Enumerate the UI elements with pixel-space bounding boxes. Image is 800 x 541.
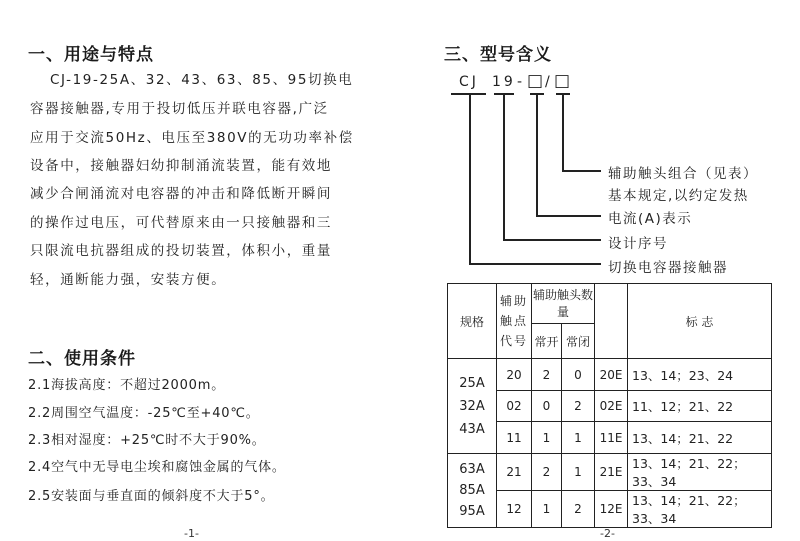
- section2-title: 二、使用条件: [28, 349, 136, 369]
- section3-title: 三、型号含义: [444, 45, 552, 65]
- table-row: [448, 422, 772, 454]
- model-series: 19: [492, 74, 516, 90]
- mark-cell: 13、14；21、22；33、34: [628, 454, 772, 491]
- condition-item: 2.1海拔高度：不超过2000m。: [28, 378, 226, 393]
- nc-cell: 1: [562, 454, 595, 491]
- label-basic-rule: 基本规定,以约定发热: [608, 188, 749, 204]
- ecode-cell: 20E: [595, 359, 628, 391]
- label-design-no: 设计序号: [608, 236, 668, 252]
- condition-item: 2.3相对湿度：+25℃时不大于90%。: [28, 433, 266, 448]
- no-cell: 0: [532, 391, 562, 422]
- spec-cell: 63A 85A 95A: [448, 454, 497, 528]
- mark-cell: 13、14；23、24: [628, 359, 772, 391]
- ecode-cell: 12E: [595, 491, 628, 528]
- ecode-cell: 11E: [595, 422, 628, 454]
- aux-contact-table: [447, 283, 772, 528]
- header-no: 常开: [532, 324, 562, 359]
- code-cell: 21: [497, 454, 532, 491]
- nc-cell: 1: [562, 422, 595, 454]
- para-line: 设备中，接触器妇幼抑制涌流装置，能有效地: [30, 158, 332, 174]
- spec-cell: 25A 32A 43A: [448, 359, 497, 454]
- header-mark: 标 志: [628, 284, 772, 359]
- condition-item: 2.2周围空气温度：-25℃至+40℃。: [28, 406, 260, 421]
- nc-cell: 2: [562, 391, 595, 422]
- condition-item: 2.4空气中无导电尘埃和腐蚀金属的气体。: [28, 460, 286, 475]
- table-row: [448, 491, 772, 528]
- condition-item: 2.5安装面与垂直面的倾斜度不大于5°。: [28, 489, 275, 504]
- header-code: 辅助触点代号: [497, 284, 532, 359]
- code-cell: 11: [497, 422, 532, 454]
- para-line: 轻，通断能力强，安装方便。: [30, 272, 227, 288]
- header-qty: 辅助触头数 量: [532, 284, 595, 324]
- nc-cell: 2: [562, 491, 595, 528]
- code-cell: 12: [497, 491, 532, 528]
- table-row: [448, 391, 772, 422]
- nc-cell: 0: [562, 359, 595, 391]
- para-line: 容器接触器,专用于投切低压并联电容器,广泛: [30, 101, 329, 117]
- para-line: 的操作过电压，可代替原来由一只接触器和三: [30, 215, 332, 231]
- table-row: [448, 454, 772, 491]
- header-spec: 规格: [448, 284, 497, 359]
- model-dash: -: [517, 74, 526, 90]
- para-line: 减少合闸涌流对电容器的冲击和降低断开瞬间: [30, 186, 332, 202]
- label-aux-combo: 辅助触头组合（见表）: [608, 166, 758, 182]
- para-line: 应用于交流50Hz、电压至380V的无功功率补偿: [30, 130, 354, 146]
- header-nc: 常闭: [562, 324, 595, 359]
- mark-cell: 13、14；21、22: [628, 422, 772, 454]
- code-cell: 20: [497, 359, 532, 391]
- mark-cell: 11、12；21、22: [628, 391, 772, 422]
- model-current-box: □: [527, 71, 547, 91]
- section1-title: 一、用途与特点: [28, 45, 154, 65]
- para-line: 只限流电抗器组成的投切装置，体积小，重量: [30, 243, 332, 259]
- table-row: [448, 359, 772, 391]
- page-number-2: -2-: [600, 527, 615, 540]
- label-current: 电流(A)表示: [608, 211, 693, 227]
- para-line: CJ-19-25A、32、43、63、85、95切换电: [50, 72, 354, 88]
- ecode-cell: 02E: [595, 391, 628, 422]
- model-slash: /: [545, 74, 553, 90]
- ecode-cell: 21E: [595, 454, 628, 491]
- label-contactor: 切换电容器接触器: [608, 260, 728, 276]
- code-cell: 02: [497, 391, 532, 422]
- no-cell: 1: [532, 491, 562, 528]
- no-cell: 2: [532, 454, 562, 491]
- no-cell: 2: [532, 359, 562, 391]
- model-cj: CJ: [459, 74, 479, 90]
- model-aux-box: □: [554, 71, 574, 91]
- page-number-1: -1-: [184, 527, 199, 540]
- mark-cell: 13、14；21、22；33、34: [628, 491, 772, 528]
- no-cell: 1: [532, 422, 562, 454]
